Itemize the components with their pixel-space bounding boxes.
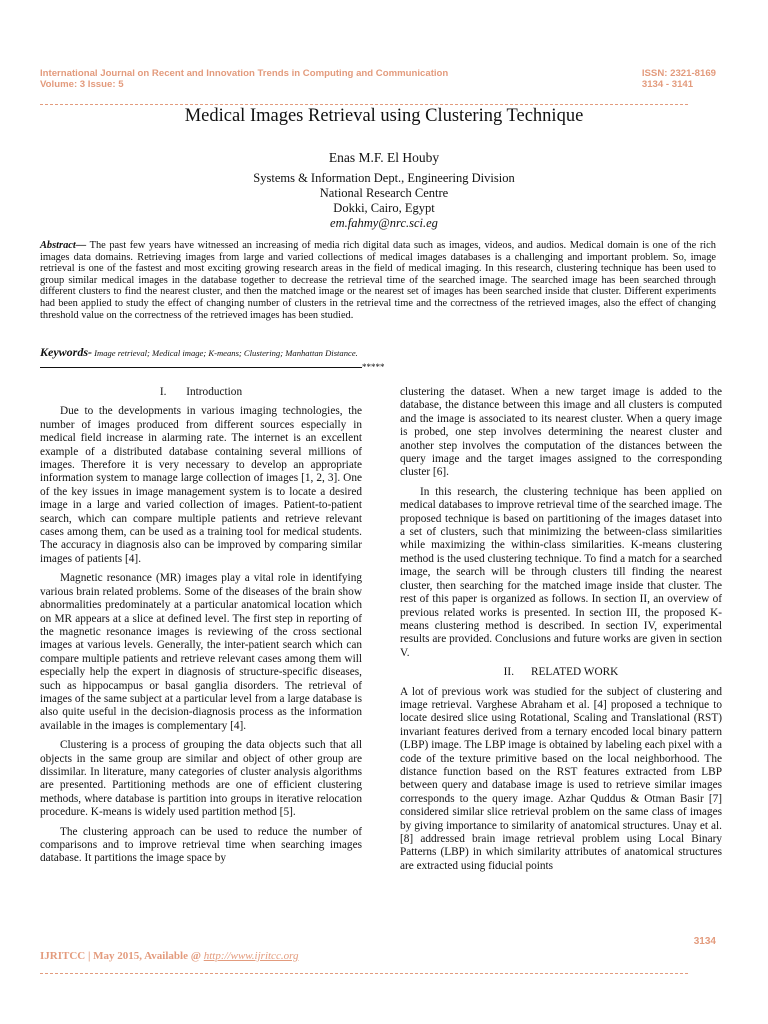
section-heading-introduction: I. Introduction xyxy=(159,386,243,398)
header-divider xyxy=(40,104,688,105)
keywords-text: Image retrieval; Medical image; K-means; Clustering; Manhattan Distance. xyxy=(92,348,358,358)
abstract-text: The past few years have witnessed an increasing of media rich digital data such as images, videos, and audios. Medical domain is one of the rich images data domains. Retrieving images from large and varied collections of medical images databases is a challenging and important problem. So, image retrieval is one of the fastest and most exciting growing research areas in the field of medical imaging. In this research, clustering technique has been used to group similar medical images in the database together to decrease the retrieval time of the searched image. The searched image has been searched through different clusters to find the nearest cluster, and then the matched image or the nearest set of images has been searched inside that cluster. Different experiments had been applied to study the effect of changing number of clusters in the retrieval time and the correctness of the retrieved images, also the effect of changing threshold value on the correctness of the retrieved images has been studied. xyxy=(40,240,716,321)
paragraph: Clustering is a process of grouping the data objects such that all objects in the same group are similar and object of other group are dissimilar. In literature, many categories of cluster analysis algorithms are presented. Partitioning methods are one of efficient clustering methods, where database is partition into groups in iterative relocation procedure. K-means is widely used partition method [5]. xyxy=(40,739,362,819)
author-name: Enas M.F. El Houby xyxy=(328,150,440,165)
author-email[interactable]: em.fahmy@nrc.sci.eg xyxy=(330,216,438,230)
journal-name: International Journal on Recent and Innovation Trends in Computing and Communication xyxy=(40,68,449,79)
keywords-label: Keywords- xyxy=(40,345,92,359)
abstract-label: Abstract— xyxy=(40,240,87,251)
keywords xyxy=(40,345,716,360)
section-heading-related-work: II. RELATED WORK xyxy=(503,666,619,679)
journal-volume: Volume: 3 Issue: 5 xyxy=(40,79,124,90)
journal-pages: 3134 - 3141 xyxy=(641,79,694,90)
separator-stars: ***** xyxy=(362,362,385,372)
author-block xyxy=(0,150,768,231)
separator-line xyxy=(40,367,362,368)
right-column xyxy=(400,386,722,879)
paragraph: Magnetic resonance (MR) images play a vital role in identifying various brain related problems. Some of the diseases of the brain show abnormalities predominately at a particular anatomical location which on MR appears at a slice at defined level. The first step in reporting of the magnetic resonance images is reviewing of the cross sectional images at various levels. Generally, the inter-patient search which can compare multiple patients and retrieve relevant cases among them will especially help the expert in diagnosis of structure-specific diseases, such as hippocampus or basal ganglia disorders. The retrieval of images of the same subject at a particular level from a large database is also quite useful in the decision-diagnosis process as the information available in the images is complementary [4]. xyxy=(40,572,362,732)
journal-issn: ISSN: 2321-8169 xyxy=(641,68,716,79)
abstract xyxy=(40,240,716,321)
paper-title: Medical Images Retrieval using Clustering Technique xyxy=(184,106,584,126)
paragraph: clustering the dataset. When a new target image is added to the database, the distance between this image and all clusters is computed and the image is associated to its nearest cluster. When a query image is probed, one step involves determining the nearest cluster and another step involves the computation of the distances between the query image and the target images assigned to the corresponding cluster [6]. xyxy=(400,386,722,479)
paragraph: A lot of previous work was studied for the subject of clustering and image retrieval. Varghese Abraham et al. [4] proposed a technique to locate desired slice using Rotational, Scaling and Translational (RST) invariant features derived from a ternary encoded local binary pattern (LBP) image. The LBP image is obtained by labeling each pixel with a code of the texture primitive based on the local neighborhood. The distance function based on the RST features extracted from LBP between query and database image is used to retrieve similar images corresponds to the query image. Azhar Quddus & Otman Basir [7] considered similar slice retrieval problem on the same class of images by giving importance to similarity of anatomical structures. Unay et al. [8] addressed brain image retrieval problem using Local Binary Patterns (LBP) in which similarity attributes of anatomical structures are extracted using fiducial points xyxy=(400,685,722,872)
footer-text xyxy=(40,950,298,962)
left-column xyxy=(40,386,362,872)
page-number: 3134 xyxy=(693,936,716,947)
footer-divider xyxy=(40,973,688,974)
paragraph: Due to the developments in various imaging technologies, the number of images produced from different sources especially in medical field increase in alarming rate. The internet is an excellent example of a distributed database containing several millions of images. Therefore it is very necessary to develop an appropriate information system to manage large collection of images [1, 2, 3]. One of the key issues in image management system is to locate a desired image in a large and varied collection of images. Patient-to-patient search, which can compare multiple patients and retrieve relevant cases among them, can be used as a training tool for medical students. The accuracy in diagnosis also can be improved by comparing similar images of patients [4]. xyxy=(40,405,362,565)
paragraph: The clustering approach can be used to reduce the number of comparisons and to improve retrieval time when searching images database. It partitions the image space by xyxy=(40,825,362,865)
footer-label: IJRITCC | May 2015, Available @ xyxy=(40,950,204,962)
author-dept: Systems & Information Dept., Engineering Division xyxy=(253,171,515,185)
author-city: Dokki, Cairo, Egypt xyxy=(333,201,435,215)
author-org: National Research Centre xyxy=(319,186,449,200)
paragraph: In this research, the clustering technique has been applied on medical databases to improve retrieval time of the searched image. The proposed technique is based on partitioning of the images dataset into a set of clusters, such that minimizing the between-class similarities while maximizing the within-class similarities. K-means clustering method is the used clustering technique. To find a match for a searched image, the search will be through clusters till finding the nearest cluster, then searching for the matched image inside that cluster. The rest of this paper is organized as follows. In section II, an overview of previous related works is presented. In section III, the proposed K-means clustering method is described. In section IV, experimental results are provided. Conclusions and future works are given in section V. xyxy=(400,485,722,659)
journal-link[interactable]: http://www.ijritcc.org xyxy=(203,950,299,962)
section-separator xyxy=(40,362,716,372)
